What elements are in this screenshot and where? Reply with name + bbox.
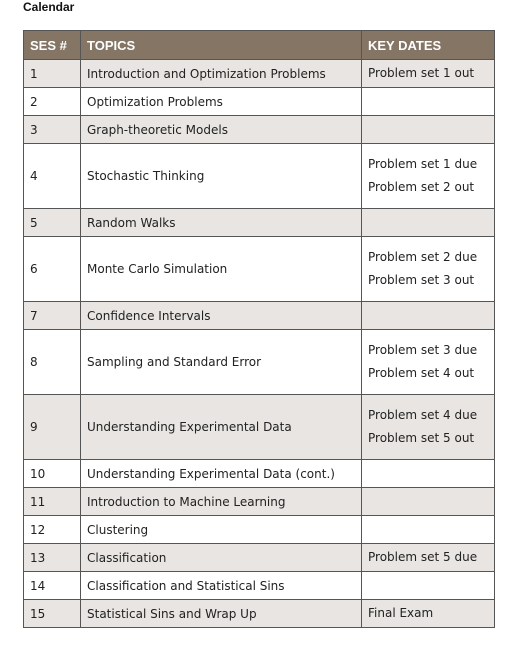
key-dates-cell: [362, 488, 495, 516]
session-number-cell: 8: [24, 330, 81, 395]
key-dates-cell: [362, 209, 495, 237]
key-date-item: Problem set 3 out: [368, 273, 475, 287]
table-row: [24, 116, 495, 144]
table-row: [24, 144, 495, 209]
key-dates-cell: [362, 516, 495, 544]
key-dates-cell: [362, 144, 495, 209]
session-number-cell: 5: [24, 209, 81, 237]
topic-cell: Classification and Statistical Sins: [81, 572, 362, 600]
topic-cell: Optimization Problems: [81, 88, 362, 116]
topic-cell: Statistical Sins and Wrap Up: [81, 600, 362, 628]
key-date-item: Problem set 3 due: [368, 343, 478, 357]
table-row: [24, 237, 495, 302]
session-number-cell: 3: [24, 116, 81, 144]
key-dates-cell: [362, 460, 495, 488]
key-date-item: Problem set 2 due: [368, 250, 478, 264]
key-dates-cell: [362, 600, 495, 628]
header-ses: SES #: [24, 31, 81, 60]
topic-cell: Clustering: [81, 516, 362, 544]
topic-cell: Monte Carlo Simulation: [81, 237, 362, 302]
topic-cell: Introduction and Optimization Problems: [81, 60, 362, 88]
table-row: [24, 302, 495, 330]
topic-cell: Understanding Experimental Data (cont.): [81, 460, 362, 488]
key-date-item: Problem set 1 due: [368, 157, 478, 171]
topic-cell: Graph-theoretic Models: [81, 116, 362, 144]
session-number-cell: 9: [24, 395, 81, 460]
topic-cell: Confidence Intervals: [81, 302, 362, 330]
session-number-cell: 4: [24, 144, 81, 209]
key-dates-cell: [362, 544, 495, 572]
calendar-table: [23, 30, 495, 628]
session-number-cell: 15: [24, 600, 81, 628]
table-row: [24, 330, 495, 395]
key-dates-cell: [362, 116, 495, 144]
key-dates-cell: [362, 572, 495, 600]
session-number-cell: 6: [24, 237, 81, 302]
table-row: [24, 60, 495, 88]
header-key-dates: KEY DATES: [362, 31, 495, 60]
table-row: [24, 516, 495, 544]
table-row: [24, 209, 495, 237]
key-date-item: Problem set 4 due: [368, 408, 478, 422]
header-topics: TOPICS: [81, 31, 362, 60]
topic-cell: Introduction to Machine Learning: [81, 488, 362, 516]
topic-cell: Stochastic Thinking: [81, 144, 362, 209]
header-row: [24, 31, 495, 60]
key-date-item: Problem set 2 out: [368, 180, 475, 194]
session-number-cell: 14: [24, 572, 81, 600]
key-date-item: Problem set 5 due: [368, 550, 478, 564]
key-dates-cell: [362, 395, 495, 460]
key-dates-cell: [362, 88, 495, 116]
page-title: Calendar: [23, 0, 75, 14]
key-date-item: Problem set 4 out: [368, 366, 475, 380]
session-number-cell: 1: [24, 60, 81, 88]
key-dates-cell: [362, 330, 495, 395]
key-date-item: Final Exam: [368, 606, 434, 620]
table-row: [24, 600, 495, 628]
key-date-item: Problem set 1 out: [368, 66, 475, 80]
session-number-cell: 7: [24, 302, 81, 330]
table-header: [24, 31, 495, 60]
key-date-item: Problem set 5 out: [368, 431, 475, 445]
key-dates-cell: [362, 237, 495, 302]
key-dates-cell: [362, 302, 495, 330]
topic-cell: Understanding Experimental Data: [81, 395, 362, 460]
session-number-cell: 2: [24, 88, 81, 116]
key-dates-cell: [362, 60, 495, 88]
session-number-cell: 11: [24, 488, 81, 516]
table-body: [24, 60, 495, 628]
table-row: [24, 572, 495, 600]
table-row: [24, 88, 495, 116]
table-row: [24, 395, 495, 460]
topic-cell: Sampling and Standard Error: [81, 330, 362, 395]
session-number-cell: 12: [24, 516, 81, 544]
topic-cell: Random Walks: [81, 209, 362, 237]
table-row: [24, 488, 495, 516]
topic-cell: Classification: [81, 544, 362, 572]
session-number-cell: 10: [24, 460, 81, 488]
table-row: [24, 544, 495, 572]
session-number-cell: 13: [24, 544, 81, 572]
table-row: [24, 460, 495, 488]
